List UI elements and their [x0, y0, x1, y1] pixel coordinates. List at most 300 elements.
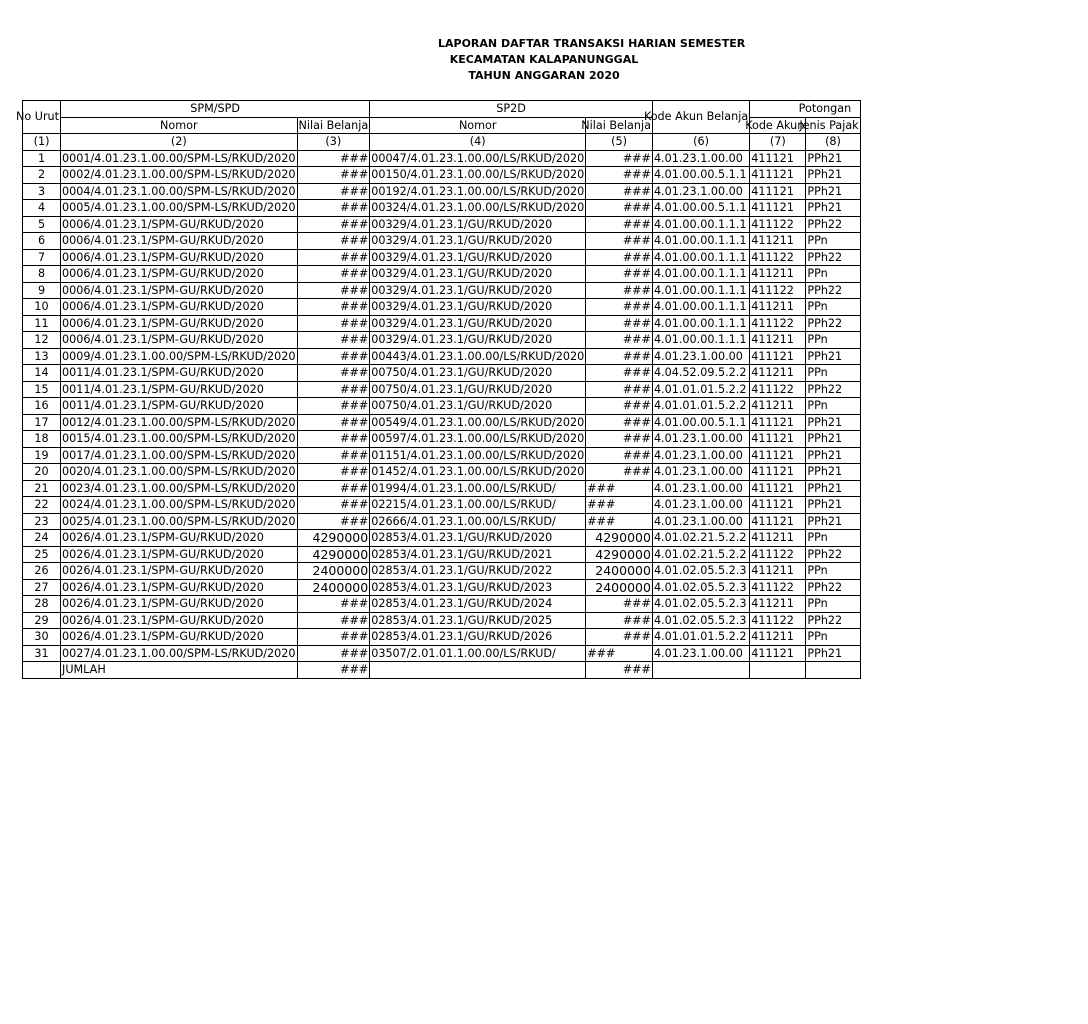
sp2d-amount-cell: ###: [586, 150, 653, 167]
row-number-cell: 3: [23, 183, 61, 200]
row-number-cell: 8: [23, 266, 61, 283]
account-code-cell: 4.01.23.1.00.00: [652, 480, 749, 497]
tax-type-cell: PPh21: [806, 513, 860, 530]
row-number-cell: 2: [23, 167, 61, 184]
table-row: [23, 249, 861, 266]
sp2d-number-cell: 00192/4.01.23.1.00.00/LS/RKUD/2020: [371, 184, 585, 198]
tax-type-cell: PPn: [806, 365, 860, 382]
tax-type-cell: PPn: [806, 332, 860, 349]
row-number-cell: 5: [23, 216, 61, 233]
sp2d-number-cell: 00150/4.01.23.1.00.00/LS/RKUD/2020: [371, 168, 585, 181]
index-cell: (4): [370, 134, 586, 151]
tax-account-code-cell: 411122: [750, 249, 806, 266]
sp2d-number-cell: 00549/4.01.23.1.00.00/LS/RKUD/2020: [371, 415, 585, 429]
spm-amount-cell: ###: [297, 266, 370, 283]
tax-type-cell: PPh21: [806, 480, 860, 497]
total-row: [23, 662, 861, 679]
account-code-cell: 4.01.23.1.00.00: [652, 497, 749, 514]
tax-account-code-cell: 411121: [750, 447, 806, 464]
row-number-cell: 22: [23, 497, 61, 514]
sp2d-amount-cell: ###: [586, 612, 653, 629]
tax-type-cell: PPn: [806, 629, 860, 646]
spm-amount-cell: 4290000: [297, 546, 370, 563]
sp2d-amount-cell: ###: [586, 167, 653, 184]
tax-type-cell: PPh22: [806, 282, 860, 299]
table-row: [23, 398, 861, 415]
spm-number-cell: 0011/4.01.23.1/SPM-GU/RKUD/2020: [61, 398, 297, 415]
sp2d-number-cell: 00329/4.01.23.1/GU/RKUD/2020: [370, 315, 586, 332]
spm-amount-cell: ###: [297, 596, 370, 613]
total-empty-cell: [806, 662, 860, 679]
row-number-cell: 7: [23, 249, 61, 266]
sp2d-amount-cell: 2400000: [586, 563, 653, 580]
spm-number-cell: 0015/4.01.23.1.00.00/SPM-LS/RKUD/2020: [62, 432, 296, 445]
tax-account-code-cell: 411122: [750, 612, 806, 629]
sp2d-number-cell: 02853/4.01.23.1/GU/RKUD/2024: [370, 596, 586, 613]
spm-number-cell: 0026/4.01.23.1/SPM-GU/RKUD/2020: [61, 596, 297, 613]
account-code-cell: 4.01.00.00.1.1.1: [652, 216, 749, 233]
total-empty-cell: [750, 662, 806, 679]
row-number-cell: 15: [23, 381, 61, 398]
table-row: [23, 579, 861, 596]
spm-number-cell: 0011/4.01.23.1/SPM-GU/RKUD/2020: [61, 365, 297, 382]
spm-amount-cell: ###: [297, 480, 370, 497]
tax-type-cell: PPh21: [806, 150, 860, 167]
account-code-cell: 4.01.02.05.5.2.3: [652, 563, 749, 580]
tax-type-cell: PPh21: [806, 645, 860, 662]
spm-number-cell: 0004/4.01.23.1.00.00/SPM-LS/RKUD/2020: [62, 184, 296, 198]
tax-type-cell: PPh21: [806, 464, 860, 481]
sp2d-amount-cell: 4290000: [586, 546, 653, 563]
tax-account-code-cell: 411121: [750, 431, 806, 448]
spm-number-cell: 0009/4.01.23.1.00.00/SPM-LS/RKUD/2020: [62, 349, 296, 363]
spm-amount-cell: ###: [297, 612, 370, 629]
row-number-cell: 11: [23, 315, 61, 332]
sp2d-number-cell: 03507/2.01.01.1.00.00/LS/RKUD/: [370, 645, 586, 662]
spm-amount-cell: ###: [297, 167, 370, 184]
sp2d-number-cell: 02853/4.01.23.1/GU/RKUD/2020: [370, 530, 586, 547]
spm-number-cell: 0006/4.01.23.1/SPM-GU/RKUD/2020: [61, 315, 297, 332]
table-row: [23, 299, 861, 316]
tax-type-cell: PPn: [806, 563, 860, 580]
sp2d-amount-cell: 2400000: [586, 579, 653, 596]
row-number-cell: 23: [23, 513, 61, 530]
spm-amount-cell: ###: [297, 216, 370, 233]
index-cell: (3): [297, 134, 370, 151]
row-number-cell: 24: [23, 530, 61, 547]
header-nomor-sp2d: Nomor: [370, 117, 586, 134]
account-code-cell: 4.01.00.00.1.1.1: [652, 249, 749, 266]
tax-account-code-cell: 411211: [750, 530, 806, 547]
account-code-cell: 4.01.02.05.5.2.3: [652, 612, 749, 629]
account-code-cell: 4.01.02.21.5.2.2: [652, 530, 749, 547]
tax-type-cell: PPn: [806, 299, 860, 316]
header-potongan: Potongan: [750, 101, 860, 118]
spm-amount-cell: ###: [297, 381, 370, 398]
table-row: [23, 546, 861, 563]
spm-number-cell: 0006/4.01.23.1/SPM-GU/RKUD/2020: [61, 282, 297, 299]
spm-number-cell: 0026/4.01.23.1/SPM-GU/RKUD/2020: [61, 563, 297, 580]
sp2d-amount-cell: ###: [586, 183, 653, 200]
sp2d-number-cell: 02853/4.01.23.1/GU/RKUD/2023: [370, 579, 586, 596]
sp2d-amount-cell: ###: [586, 216, 653, 233]
table-row: [23, 348, 861, 365]
sp2d-amount-cell: ###: [586, 480, 653, 497]
sp2d-number-cell: 01994/4.01.23.1.00.00/LS/RKUD/: [370, 480, 586, 497]
sp2d-amount-cell: ###: [586, 282, 653, 299]
spm-number-cell: 0006/4.01.23.1/SPM-GU/RKUD/2020: [61, 299, 297, 316]
table-row: [23, 216, 861, 233]
header-sp2d: SP2D: [370, 101, 653, 118]
sp2d-amount-cell: ###: [586, 414, 653, 431]
report-subtitle-district: KECAMATAN KALAPANUNGGAL: [449, 53, 639, 66]
account-code-cell: 4.01.00.00.1.1.1: [652, 332, 749, 349]
index-cell: (1): [23, 134, 61, 151]
row-number-cell: 30: [23, 629, 61, 646]
spm-amount-cell: ###: [297, 315, 370, 332]
header-nilai-belanja-spm: Nilai Belanja: [298, 118, 369, 132]
account-code-cell: 4.01.23.1.00.00: [652, 431, 749, 448]
table-row: [23, 200, 861, 217]
spm-number-cell: 0025/4.01.23.1.00.00/SPM-LS/RKUD/2020: [62, 514, 296, 528]
total-label: JUMLAH: [61, 662, 297, 679]
spm-number-cell: 0006/4.01.23.1/SPM-GU/RKUD/2020: [61, 233, 297, 250]
tax-type-cell: PPh22: [806, 579, 860, 596]
tax-type-cell: PPh21: [806, 167, 860, 184]
row-number-cell: 14: [23, 365, 61, 382]
table-row: [23, 612, 861, 629]
table-row: [23, 530, 861, 547]
spm-amount-cell: ###: [297, 513, 370, 530]
table-row: [23, 381, 861, 398]
total-empty-cell: [23, 662, 61, 679]
table-row: [23, 431, 861, 448]
table-row: [23, 315, 861, 332]
index-cell: (8): [806, 134, 860, 151]
index-cell: (2): [61, 134, 297, 151]
tax-account-code-cell: 411211: [750, 596, 806, 613]
spm-amount-cell: ###: [297, 414, 370, 431]
row-number-cell: 31: [23, 645, 61, 662]
row-number-cell: 29: [23, 612, 61, 629]
row-number-cell: 6: [23, 233, 61, 250]
header-index-row: [23, 134, 861, 151]
spm-amount-cell: ###: [297, 447, 370, 464]
row-number-cell: 16: [23, 398, 61, 415]
sp2d-number-cell: 00329/4.01.23.1/GU/RKUD/2020: [370, 233, 586, 250]
spm-number-cell: 0023/4.01.23.1.00.00/SPM-LS/RKUD/2020: [62, 481, 296, 495]
tax-type-cell: PPh21: [806, 447, 860, 464]
sp2d-amount-cell: ###: [586, 315, 653, 332]
tax-account-code-cell: 411122: [750, 579, 806, 596]
sp2d-number-cell: 02853/4.01.23.1/GU/RKUD/2026: [370, 629, 586, 646]
account-code-cell: 4.01.00.00.1.1.1: [652, 266, 749, 283]
account-code-cell: 4.01.00.00.5.1.1: [652, 200, 749, 217]
sp2d-number-cell: 02215/4.01.23.1.00.00/LS/RKUD/: [370, 497, 586, 514]
sp2d-number-cell: 00324/4.01.23.1.00.00/LS/RKUD/2020: [371, 201, 585, 214]
tax-account-code-cell: 411121: [750, 348, 806, 365]
account-code-cell: 4.01.23.1.00.00: [652, 645, 749, 662]
sp2d-number-cell: 00329/4.01.23.1/GU/RKUD/2020: [370, 249, 586, 266]
sp2d-amount-cell: ###: [586, 299, 653, 316]
spm-amount-cell: ###: [297, 348, 370, 365]
header-kode-akun: Kode Akun: [745, 118, 805, 132]
row-number-cell: 12: [23, 332, 61, 349]
header-nilai-belanja-sp2d: Nilai Belanja: [581, 118, 651, 132]
tax-type-cell: PPh21: [806, 183, 860, 200]
spm-number-cell: 0026/4.01.23.1/SPM-GU/RKUD/2020: [61, 579, 297, 596]
sp2d-amount-cell: ###: [586, 497, 653, 514]
spm-amount-cell: ###: [297, 299, 370, 316]
tax-type-cell: PPh21: [806, 414, 860, 431]
tax-account-code-cell: 411121: [750, 183, 806, 200]
table-row: [23, 480, 861, 497]
spm-amount-cell: ###: [297, 431, 370, 448]
spm-number-cell: 0005/4.01.23.1.00.00/SPM-LS/RKUD/2020: [62, 201, 296, 214]
sp2d-amount-cell: ###: [586, 645, 653, 662]
account-code-cell: 4.01.00.00.5.1.1: [652, 414, 749, 431]
row-number-cell: 27: [23, 579, 61, 596]
spm-amount-cell: ###: [297, 183, 370, 200]
tax-account-code-cell: 411211: [750, 233, 806, 250]
tax-account-code-cell: 411122: [750, 546, 806, 563]
tax-type-cell: PPh22: [806, 381, 860, 398]
tax-type-cell: PPh22: [806, 546, 860, 563]
sp2d-number-cell: 00329/4.01.23.1/GU/RKUD/2020: [370, 332, 586, 349]
spm-amount-cell: ###: [297, 249, 370, 266]
table-row: [23, 233, 861, 250]
account-code-cell: 4.01.00.00.1.1.1: [652, 282, 749, 299]
row-number-cell: 20: [23, 464, 61, 481]
table-row: [23, 282, 861, 299]
tax-account-code-cell: 411121: [750, 414, 806, 431]
tax-type-cell: PPn: [806, 530, 860, 547]
sp2d-amount-cell: ###: [586, 431, 653, 448]
spm-number-cell: 0001/4.01.23.1.00.00/SPM-LS/RKUD/2020: [62, 151, 296, 165]
tax-type-cell: PPh22: [806, 216, 860, 233]
sp2d-amount-cell: ###: [586, 332, 653, 349]
spm-amount-cell: ###: [297, 398, 370, 415]
sp2d-number-cell: 00329/4.01.23.1/GU/RKUD/2020: [370, 282, 586, 299]
spm-number-cell: 0026/4.01.23.1/SPM-GU/RKUD/2020: [61, 530, 297, 547]
spm-number-cell: 0006/4.01.23.1/SPM-GU/RKUD/2020: [61, 249, 297, 266]
sp2d-amount-cell: ###: [586, 249, 653, 266]
spm-amount-cell: ###: [297, 497, 370, 514]
spm-amount-cell: 2400000: [297, 579, 370, 596]
account-code-cell: 4.01.23.1.00.00: [652, 447, 749, 464]
account-code-cell: 4.01.01.01.5.2.2: [652, 398, 749, 415]
spm-number-cell: 0002/4.01.23.1.00.00/SPM-LS/RKUD/2020: [62, 168, 296, 181]
sp2d-number-cell: 02666/4.01.23.1.00.00/LS/RKUD/: [370, 513, 586, 530]
table-row: [23, 645, 861, 662]
row-number-cell: 17: [23, 414, 61, 431]
sp2d-number-cell: 01151/4.01.23.1.00.00/LS/RKUD/2020: [371, 448, 585, 462]
account-code-cell: 4.01.02.21.5.2.2: [652, 546, 749, 563]
tax-type-cell: PPh22: [806, 249, 860, 266]
spm-number-cell: 0006/4.01.23.1/SPM-GU/RKUD/2020: [61, 266, 297, 283]
tax-account-code-cell: 411211: [750, 266, 806, 283]
total-empty-cell: [652, 662, 749, 679]
header-jenis-pajak: Jenis Pajak: [799, 118, 859, 132]
table-row: [23, 497, 861, 514]
header-row-1: [23, 101, 861, 118]
spm-amount-cell: ###: [297, 365, 370, 382]
spm-number-cell: 0024/4.01.23.1.00.00/SPM-LS/RKUD/2020: [62, 498, 296, 511]
index-cell: (5): [586, 134, 653, 151]
spm-number-cell: 0020/4.01.23.1.00.00/SPM-LS/RKUD/2020: [62, 465, 296, 478]
row-number-cell: 1: [23, 150, 61, 167]
table-row: [23, 150, 861, 167]
sp2d-number-cell: 00329/4.01.23.1/GU/RKUD/2020: [370, 216, 586, 233]
spm-number-cell: 0026/4.01.23.1/SPM-GU/RKUD/2020: [61, 629, 297, 646]
header-nomor-spm: Nomor: [61, 117, 297, 134]
row-number-cell: 25: [23, 546, 61, 563]
spm-amount-cell: 4290000: [297, 530, 370, 547]
spm-amount-cell: ###: [297, 282, 370, 299]
spm-number-cell: 0006/4.01.23.1/SPM-GU/RKUD/2020: [61, 332, 297, 349]
row-number-cell: 9: [23, 282, 61, 299]
sp2d-number-cell: 00329/4.01.23.1/GU/RKUD/2020: [370, 266, 586, 283]
sp2d-amount-cell: ###: [586, 381, 653, 398]
table-row: [23, 414, 861, 431]
sp2d-number-cell: 00443/4.01.23.1.00.00/LS/RKUD/2020: [371, 349, 585, 363]
sp2d-number-cell: 02853/4.01.23.1/GU/RKUD/2025: [370, 612, 586, 629]
row-number-cell: 4: [23, 200, 61, 217]
tax-type-cell: PPh21: [806, 200, 860, 217]
account-code-cell: 4.01.23.1.00.00: [652, 183, 749, 200]
spm-number-cell: 0026/4.01.23.1/SPM-GU/RKUD/2020: [61, 612, 297, 629]
tax-type-cell: PPn: [806, 596, 860, 613]
tax-type-cell: PPn: [806, 398, 860, 415]
total-sp2d-amount: ###: [586, 662, 653, 679]
sp2d-amount-cell: ###: [586, 266, 653, 283]
sp2d-number-cell: 00597/4.01.23.1.00.00/LS/RKUD/2020: [371, 432, 585, 445]
spm-amount-cell: ###: [297, 629, 370, 646]
table-row: [23, 167, 861, 184]
account-code-cell: 4.01.02.05.5.2.3: [652, 579, 749, 596]
tax-type-cell: PPh21: [806, 348, 860, 365]
spm-number-cell: 0026/4.01.23.1/SPM-GU/RKUD/2020: [61, 546, 297, 563]
spm-number-cell: 0027/4.01.23.1.00.00/SPM-LS/RKUD/2020: [62, 646, 296, 660]
sp2d-number-cell: 00047/4.01.23.1.00.00/LS/RKUD/2020: [371, 151, 585, 165]
table-row: [23, 183, 861, 200]
account-code-cell: 4.01.01.01.5.2.2: [652, 381, 749, 398]
spm-number-cell: 0011/4.01.23.1/SPM-GU/RKUD/2020: [61, 381, 297, 398]
sp2d-amount-cell: 4290000: [586, 530, 653, 547]
tax-account-code-cell: 411122: [750, 282, 806, 299]
sp2d-number-cell: 02853/4.01.23.1/GU/RKUD/2022: [370, 563, 586, 580]
tax-type-cell: PPh22: [806, 612, 860, 629]
tax-account-code-cell: 411122: [750, 315, 806, 332]
account-code-cell: 4.01.23.1.00.00: [652, 464, 749, 481]
spm-number-cell: 0012/4.01.23.1.00.00/SPM-LS/RKUD/2020: [62, 415, 296, 429]
sp2d-amount-cell: ###: [586, 513, 653, 530]
index-cell: (7): [750, 134, 806, 151]
row-number-cell: 10: [23, 299, 61, 316]
tax-account-code-cell: 411211: [750, 332, 806, 349]
table-row: [23, 563, 861, 580]
row-number-cell: 26: [23, 563, 61, 580]
table-row: [23, 513, 861, 530]
row-number-cell: 28: [23, 596, 61, 613]
account-code-cell: 4.01.00.00.1.1.1: [652, 299, 749, 316]
sp2d-number-cell: 00329/4.01.23.1/GU/RKUD/2020: [370, 299, 586, 316]
spm-number-cell: 0017/4.01.23.1.00.00/SPM-LS/RKUD/2020: [62, 448, 296, 462]
tax-account-code-cell: 411211: [750, 365, 806, 382]
spm-amount-cell: ###: [297, 150, 370, 167]
account-code-cell: 4.01.00.00.5.1.1: [652, 167, 749, 184]
tax-account-code-cell: 411211: [750, 398, 806, 415]
spm-amount-cell: ###: [297, 332, 370, 349]
account-code-cell: 4.01.00.00.1.1.1: [652, 315, 749, 332]
sp2d-amount-cell: ###: [586, 365, 653, 382]
row-number-cell: 18: [23, 431, 61, 448]
report-title: LAPORAN DAFTAR TRANSAKSI HARIAN SEMESTER: [438, 37, 746, 50]
sp2d-amount-cell: ###: [586, 200, 653, 217]
index-cell: (6): [652, 134, 749, 151]
table-row: [23, 332, 861, 349]
tax-type-cell: PPh21: [806, 497, 860, 514]
account-code-cell: 4.01.01.01.5.2.2: [652, 629, 749, 646]
table-row: [23, 464, 861, 481]
transaction-table: [16, 100, 861, 679]
sp2d-amount-cell: ###: [586, 348, 653, 365]
spm-amount-cell: 2400000: [297, 563, 370, 580]
spm-number-cell: 0006/4.01.23.1/SPM-GU/RKUD/2020: [61, 216, 297, 233]
tax-type-cell: PPh22: [806, 315, 860, 332]
spm-amount-cell: ###: [297, 464, 370, 481]
account-code-cell: 4.04.52.09.5.2.2: [652, 365, 749, 382]
total-empty-cell: [370, 662, 586, 679]
tax-type-cell: PPn: [806, 233, 860, 250]
account-code-cell: 4.01.23.1.00.00: [652, 348, 749, 365]
tax-account-code-cell: 411121: [750, 167, 806, 184]
spm-amount-cell: ###: [297, 645, 370, 662]
account-code-cell: 4.01.00.00.1.1.1: [652, 233, 749, 250]
tax-account-code-cell: 411211: [750, 563, 806, 580]
account-code-cell: 4.01.23.1.00.00: [652, 513, 749, 530]
tax-account-code-cell: 411121: [750, 513, 806, 530]
sp2d-number-cell: 00750/4.01.23.1/GU/RKUD/2020: [370, 365, 586, 382]
report-subtitle-year: TAHUN ANGGARAN 2020: [468, 69, 620, 82]
spm-amount-cell: ###: [297, 233, 370, 250]
account-code-cell: 4.01.02.05.5.2.3: [652, 596, 749, 613]
tax-account-code-cell: 411121: [750, 480, 806, 497]
sp2d-amount-cell: ###: [586, 629, 653, 646]
row-number-cell: 21: [23, 480, 61, 497]
sp2d-amount-cell: ###: [586, 596, 653, 613]
sp2d-number-cell: 02853/4.01.23.1/GU/RKUD/2021: [370, 546, 586, 563]
sp2d-number-cell: 01452/4.01.23.1.00.00/LS/RKUD/2020: [371, 465, 585, 478]
header-no-urut: No Urut: [23, 101, 61, 134]
tax-type-cell: PPh21: [806, 431, 860, 448]
table-row: [23, 365, 861, 382]
table-row: [23, 629, 861, 646]
tax-account-code-cell: 411121: [750, 464, 806, 481]
tax-account-code-cell: 411121: [750, 645, 806, 662]
tax-account-code-cell: 411121: [750, 497, 806, 514]
total-spm-amount: ###: [297, 662, 370, 679]
tax-account-code-cell: 411211: [750, 629, 806, 646]
table-row: [23, 447, 861, 464]
tax-account-code-cell: 411121: [750, 150, 806, 167]
table-row: [23, 266, 861, 283]
tax-account-code-cell: 411122: [750, 381, 806, 398]
sp2d-amount-cell: ###: [586, 233, 653, 250]
sp2d-amount-cell: ###: [586, 447, 653, 464]
tax-account-code-cell: 411121: [750, 200, 806, 217]
sp2d-amount-cell: ###: [586, 464, 653, 481]
